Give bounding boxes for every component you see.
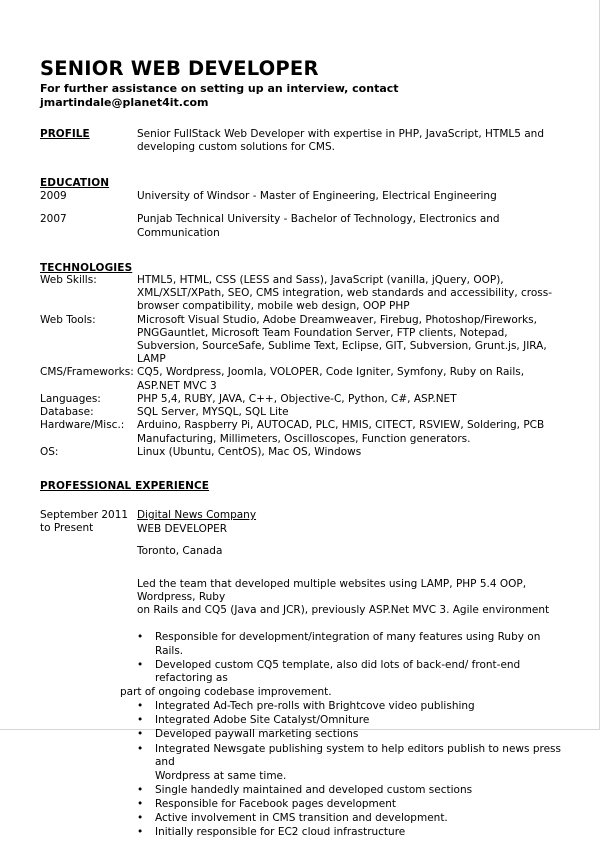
bullet-text: Initially responsible for EC2 cloud infrastructure <box>155 826 406 839</box>
education-entry <box>40 213 568 239</box>
tech-value: PHP 5,4, RUBY, JAVA, C++, Objective-C, Python, C#, ASP.NET <box>137 392 457 405</box>
experience-bullet-list <box>40 631 568 840</box>
experience-details <box>137 509 568 559</box>
bullet-icon: • <box>137 714 144 727</box>
list-item <box>40 659 568 700</box>
education-heading: EDUCATION <box>40 177 110 190</box>
experience-job-title: WEB DEVELOPER <box>137 523 228 536</box>
bullet-icon: • <box>137 700 144 713</box>
experience-summary <box>137 578 568 618</box>
bullet-text: Integrated Ad-Tech pre-rolls with Brightcove video publishing <box>155 700 475 713</box>
education-year: 2009 <box>40 190 67 203</box>
list-item <box>40 631 568 658</box>
resume-content <box>40 58 568 841</box>
technologies-section <box>40 262 568 459</box>
bullet-icon: • <box>137 783 144 796</box>
bullet-icon: • <box>137 798 144 811</box>
experience-entry <box>40 509 568 559</box>
bullet-icon: • <box>137 728 144 741</box>
bullet-text: Single handedly maintained and developed custom sections <box>155 783 473 796</box>
experience-date-end: to Present <box>40 522 94 535</box>
list-item <box>40 784 568 798</box>
experience-date-start: September 2011 <box>40 508 129 521</box>
bullet-icon: • <box>137 812 144 825</box>
experience-section <box>40 480 568 840</box>
list-item <box>40 714 568 728</box>
list-item <box>40 812 568 826</box>
tech-label: Languages: <box>40 392 101 405</box>
bullet-text: Active involvement in CMS transition and development. <box>155 812 448 825</box>
tech-row-web-tools <box>40 314 568 367</box>
bullet-text-wrap: Wordpress at same time. <box>155 769 287 782</box>
tech-label: OS: <box>40 445 59 458</box>
education-detail: University of Windsor - Master of Engineering, Electrical Engineering <box>137 190 497 203</box>
bullet-text: Responsible for Facebook pages development <box>155 798 397 811</box>
contact-line: For further assistance on setting up an interview, contact jmartindale@planet4it.com <box>40 82 399 109</box>
list-item <box>40 798 568 812</box>
bullet-text: Integrated Adobe Site Catalyst/Omniture <box>155 714 370 727</box>
bullet-text: Developed custom CQ5 template, also did lots of back-end/ front-end refactoring as <box>155 658 521 685</box>
bullet-icon: • <box>137 630 144 643</box>
experience-dates <box>40 509 137 535</box>
list-item <box>40 826 568 840</box>
tech-row-web-skills <box>40 274 568 314</box>
education-section <box>40 177 568 240</box>
experience-summary-line: Led the team that developed multiple websites using LAMP, PHP 5.4 OOP, Wordpress, Ruby <box>137 577 527 604</box>
bullet-text: Integrated Newsgate publishing system to help editors publish to news press and <box>155 742 561 769</box>
bullet-icon: • <box>137 742 144 755</box>
tech-row-languages <box>40 393 568 406</box>
bullet-text: Developed paywall marketing sections <box>155 728 359 741</box>
tech-value: HTML5, HTML, CSS (LESS and Sass), JavaScript (vanilla, jQuery, OOP), XML/XSLT/XPath, SEO, CMS integration, web standards and accessibility, cross-browser compatibility, mobile web design, OOP PHP <box>137 273 553 313</box>
tech-row-database <box>40 406 568 419</box>
tech-row-hardware-misc <box>40 419 568 445</box>
tech-value: SQL Server, MYSQL, SQL Lite <box>137 406 289 419</box>
bullet-icon: • <box>137 826 144 839</box>
tech-value: Arduino, Raspberry Pi, AUTOCAD, PLC, HMIS, CITECT, RSVIEW, Soldering, PCB Manufacturing, Millimeters, Oscilloscopes, Function generators. <box>137 419 545 445</box>
bullet-text-wrap: part of ongoing codebase improvement. <box>120 685 332 698</box>
tech-value: Linux (Ubuntu, CentOS), Mac OS, Windows <box>137 445 362 458</box>
tech-label: Web Tools: <box>40 313 96 326</box>
tech-label: Web Skills: <box>40 273 97 286</box>
technologies-heading: TECHNOLOGIES <box>40 261 133 274</box>
bullet-icon: • <box>137 658 144 671</box>
tech-label: CMS/Frameworks: <box>40 366 134 379</box>
education-year: 2007 <box>40 213 67 226</box>
profile-heading: PROFILE <box>40 127 90 140</box>
experience-heading: PROFESSIONAL EXPERIENCE <box>40 479 210 492</box>
list-item <box>40 700 568 714</box>
tech-value: Microsoft Visual Studio, Adobe Dreamweaver, Firebug, Photoshop/Fireworks, PNGGauntlet, Microsoft Team Foundation Server, FTP clients, Notepad, Subversion, SourceSafe, Sublime Text, Eclipse, GIT, Subversion, Grunt.js, JIRA, LAMP <box>137 313 547 366</box>
experience-summary-line: on Rails and CQ5 (Java and JCR), previously ASP.Net MVC 3. Agile environment <box>137 604 550 617</box>
tech-row-cms-frameworks <box>40 366 568 392</box>
tech-value: CQ5, Wordpress, Joomla, VOLOPER, Code Igniter, Symfony, Ruby on Rails, ASP.NET MVC 3 <box>137 366 525 392</box>
list-item <box>40 728 568 742</box>
experience-company: Digital News Company <box>137 508 257 521</box>
profile-section <box>40 128 568 154</box>
tech-row-os <box>40 446 568 459</box>
profile-text: Senior FullStack Web Developer with expertise in PHP, JavaScript, HTML5 and developing custom solutions for CMS. <box>137 127 544 154</box>
page-title: SENIOR WEB DEVELOPER <box>40 57 319 80</box>
bullet-text: Responsible for development/integration of many features using Ruby on Rails. <box>155 630 541 657</box>
tech-label: Database: <box>40 406 94 419</box>
education-detail: Punjab Technical University - Bachelor of Technology, Electronics and Communication <box>137 213 500 239</box>
experience-location: Toronto, Canada <box>137 545 223 558</box>
list-item <box>40 743 568 784</box>
education-entry <box>40 190 568 203</box>
tech-label: Hardware/Misc.: <box>40 419 125 432</box>
